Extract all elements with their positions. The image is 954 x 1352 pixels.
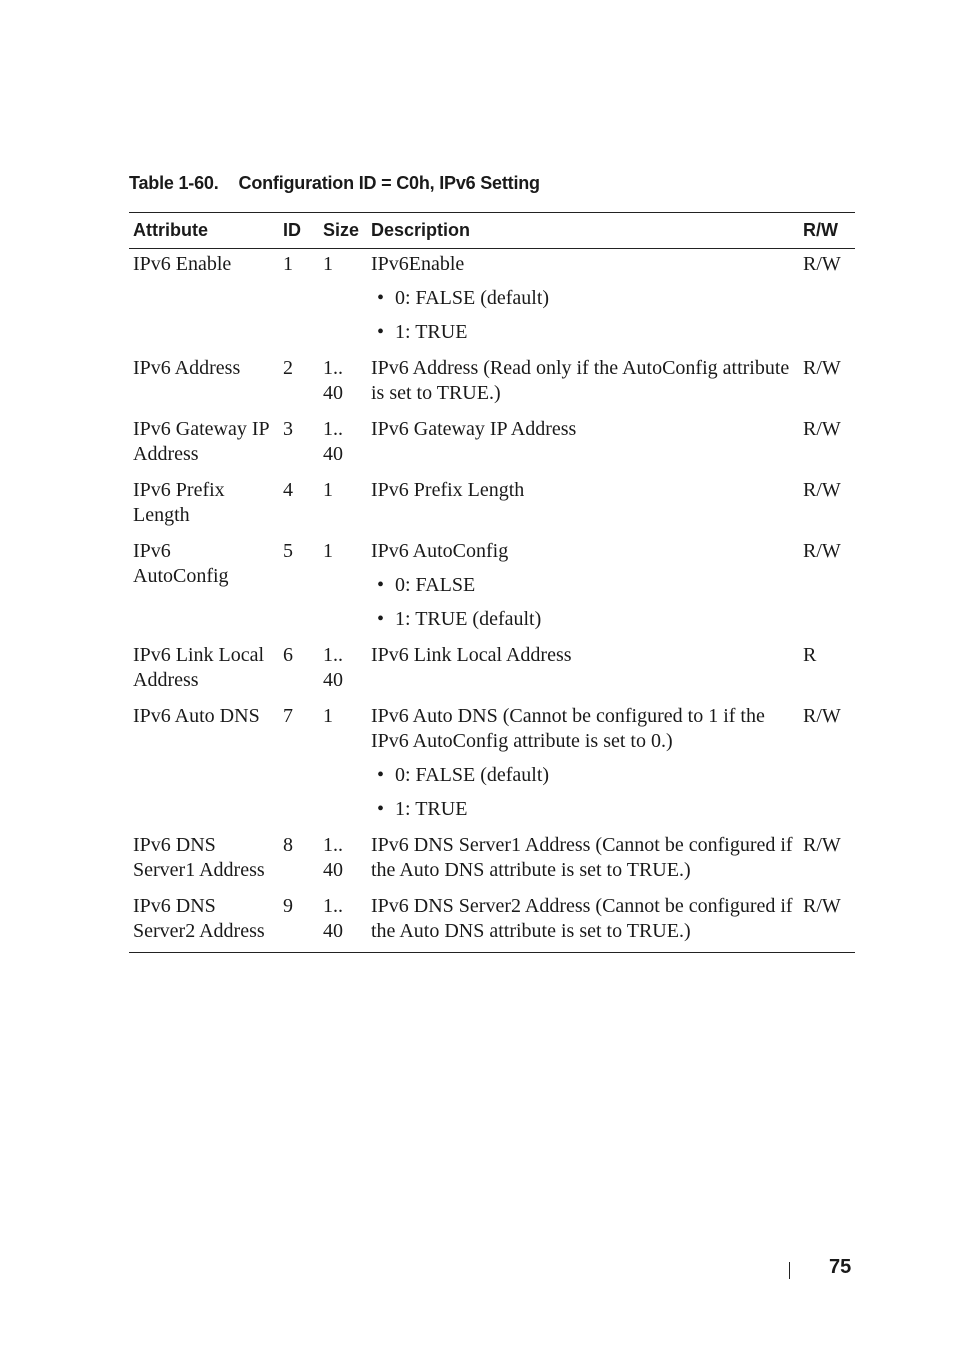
cell-rw-text: R/W xyxy=(803,834,841,856)
cell-size-text: 1 xyxy=(323,253,333,275)
table-caption xyxy=(129,173,540,194)
cell-size xyxy=(319,475,367,536)
cell-id xyxy=(279,353,319,414)
cell-rw-text: R/W xyxy=(803,357,841,379)
cell-attribute xyxy=(129,891,279,953)
cell-size-text: 1.. 40 xyxy=(323,644,343,691)
cell-id-text: 3 xyxy=(283,418,293,440)
cell-rw-text: R/W xyxy=(803,705,841,727)
cell-attribute xyxy=(129,701,279,830)
list-item xyxy=(371,573,795,598)
cell-attribute-text: IPv6 Auto DNS xyxy=(133,705,260,727)
cell-size-text: 1.. 40 xyxy=(323,834,343,881)
cell-description xyxy=(367,353,799,414)
bullet-icon: • xyxy=(377,764,385,786)
cell-id xyxy=(279,414,319,475)
description-bullet-list xyxy=(371,286,795,345)
bullet-text: 0: FALSE (default) xyxy=(395,764,550,786)
cell-size xyxy=(319,830,367,891)
table-row xyxy=(129,475,855,536)
cell-attribute xyxy=(129,536,279,640)
cell-attribute-text: IPv6 Address xyxy=(133,357,241,379)
cell-id-text: 7 xyxy=(283,705,293,727)
cell-description-text: IPv6 Address (Read only if the AutoConfig attribute is set to TRUE.) xyxy=(371,357,790,404)
cell-description-text: IPv6 DNS Server1 Address (Cannot be configured if the Auto DNS attribute is set to TRUE.) xyxy=(371,834,793,881)
bullet-icon: • xyxy=(377,574,385,596)
cell-size xyxy=(319,249,367,354)
cell-description-text: IPv6 AutoConfig xyxy=(371,540,509,562)
cell-description xyxy=(367,830,799,891)
cell-rw xyxy=(799,536,855,640)
cell-description xyxy=(367,536,799,640)
cell-description-text: IPv6 Auto DNS (Cannot be configured to 1 if the IPv6 AutoConfig attribute is set to 0.) xyxy=(371,705,765,752)
cell-id xyxy=(279,830,319,891)
cell-rw xyxy=(799,830,855,891)
cell-attribute-text: IPv6 Prefix Length xyxy=(133,479,225,526)
bullet-icon: • xyxy=(377,321,385,343)
cell-size-text: 1 xyxy=(323,479,333,501)
bullet-text: 0: FALSE (default) xyxy=(395,287,550,309)
bullet-icon: • xyxy=(377,608,385,630)
cell-size-text: 1.. 40 xyxy=(323,357,343,404)
cell-size-text: 1.. 40 xyxy=(323,418,343,465)
cell-size xyxy=(319,414,367,475)
cell-size xyxy=(319,353,367,414)
cell-rw xyxy=(799,353,855,414)
cell-attribute xyxy=(129,830,279,891)
cell-attribute-text: IPv6 DNS Server2 Address xyxy=(133,895,265,942)
cell-size xyxy=(319,891,367,953)
cell-id xyxy=(279,701,319,830)
bullet-icon: • xyxy=(377,798,385,820)
table-caption-title: Configuration ID = C0h, IPv6 Setting xyxy=(238,173,540,193)
list-item xyxy=(371,286,795,311)
cell-size xyxy=(319,640,367,701)
footer-divider xyxy=(789,1262,790,1279)
cell-rw-text: R xyxy=(803,644,817,666)
table-row xyxy=(129,536,855,640)
cell-description xyxy=(367,414,799,475)
cell-size-text: 1 xyxy=(323,705,333,727)
header-size: Size xyxy=(323,219,360,240)
cell-id-text: 6 xyxy=(283,644,293,666)
table-header-row xyxy=(129,213,855,249)
bullet-text: 1: TRUE (default) xyxy=(395,608,542,630)
cell-id xyxy=(279,475,319,536)
cell-id xyxy=(279,640,319,701)
cell-attribute xyxy=(129,640,279,701)
cell-id xyxy=(279,891,319,953)
cell-attribute xyxy=(129,414,279,475)
cell-description xyxy=(367,640,799,701)
table-caption-number: Table 1-60. xyxy=(129,173,219,193)
bullet-text: 1: TRUE xyxy=(395,798,468,820)
cell-description xyxy=(367,701,799,830)
description-bullet-list xyxy=(371,573,795,632)
bullet-icon: • xyxy=(377,287,385,309)
bullet-text: 0: FALSE xyxy=(395,574,476,596)
cell-description-text: IPv6 Gateway IP Address xyxy=(371,418,577,440)
header-id: ID xyxy=(283,219,301,240)
table-row xyxy=(129,353,855,414)
cell-description-text: IPv6 Prefix Length xyxy=(371,479,525,501)
cell-rw xyxy=(799,701,855,830)
header-description: Description xyxy=(371,219,471,240)
table-row xyxy=(129,830,855,891)
cell-attribute-text: IPv6 Enable xyxy=(133,253,232,275)
cell-id xyxy=(279,249,319,354)
cell-attribute xyxy=(129,353,279,414)
cell-rw-text: R/W xyxy=(803,540,841,562)
table-row xyxy=(129,249,855,354)
cell-description-text: IPv6 Link Local Address xyxy=(371,644,572,666)
cell-id-text: 2 xyxy=(283,357,293,379)
cell-attribute-text: IPv6 Gateway IP Address xyxy=(133,418,269,465)
table-row xyxy=(129,891,855,953)
description-bullet-list xyxy=(371,763,795,822)
cell-attribute xyxy=(129,475,279,536)
list-item xyxy=(371,763,795,788)
page-number: 75 xyxy=(829,1256,852,1278)
list-item xyxy=(371,607,795,632)
cell-attribute-text: IPv6 DNS Server1 Address xyxy=(133,834,265,881)
cell-rw xyxy=(799,249,855,354)
cell-rw xyxy=(799,891,855,953)
cell-description-text: IPv6Enable xyxy=(371,253,465,275)
table-row xyxy=(129,414,855,475)
table-row xyxy=(129,701,855,830)
cell-rw xyxy=(799,475,855,536)
list-item xyxy=(371,797,795,822)
table-body xyxy=(129,249,855,953)
cell-rw-text: R/W xyxy=(803,479,841,501)
cell-size xyxy=(319,536,367,640)
cell-description-text: IPv6 DNS Server2 Address (Cannot be configured if the Auto DNS attribute is set to TRUE.) xyxy=(371,895,793,942)
cell-size xyxy=(319,701,367,830)
cell-id xyxy=(279,536,319,640)
cell-size-text: 1.. 40 xyxy=(323,895,343,942)
cell-rw-text: R/W xyxy=(803,895,841,917)
cell-description xyxy=(367,249,799,354)
cell-rw xyxy=(799,414,855,475)
cell-rw-text: R/W xyxy=(803,253,841,275)
table-row xyxy=(129,640,855,701)
list-item xyxy=(371,320,795,345)
bullet-text: 1: TRUE xyxy=(395,321,468,343)
cell-id-text: 5 xyxy=(283,540,293,562)
cell-description xyxy=(367,891,799,953)
ipv6-setting-table xyxy=(129,212,855,953)
cell-id-text: 9 xyxy=(283,895,293,917)
cell-id-text: 1 xyxy=(283,253,293,275)
cell-attribute-text: IPv6 AutoConfig xyxy=(133,540,229,587)
cell-attribute-text: IPv6 Link Local Address xyxy=(133,644,265,691)
cell-rw-text: R/W xyxy=(803,418,841,440)
header-rw: R/W xyxy=(803,219,838,240)
cell-description xyxy=(367,475,799,536)
cell-id-text: 4 xyxy=(283,479,293,501)
header-attribute: Attribute xyxy=(133,219,208,240)
cell-size-text: 1 xyxy=(323,540,333,562)
cell-rw xyxy=(799,640,855,701)
cell-id-text: 8 xyxy=(283,834,293,856)
cell-attribute xyxy=(129,249,279,354)
